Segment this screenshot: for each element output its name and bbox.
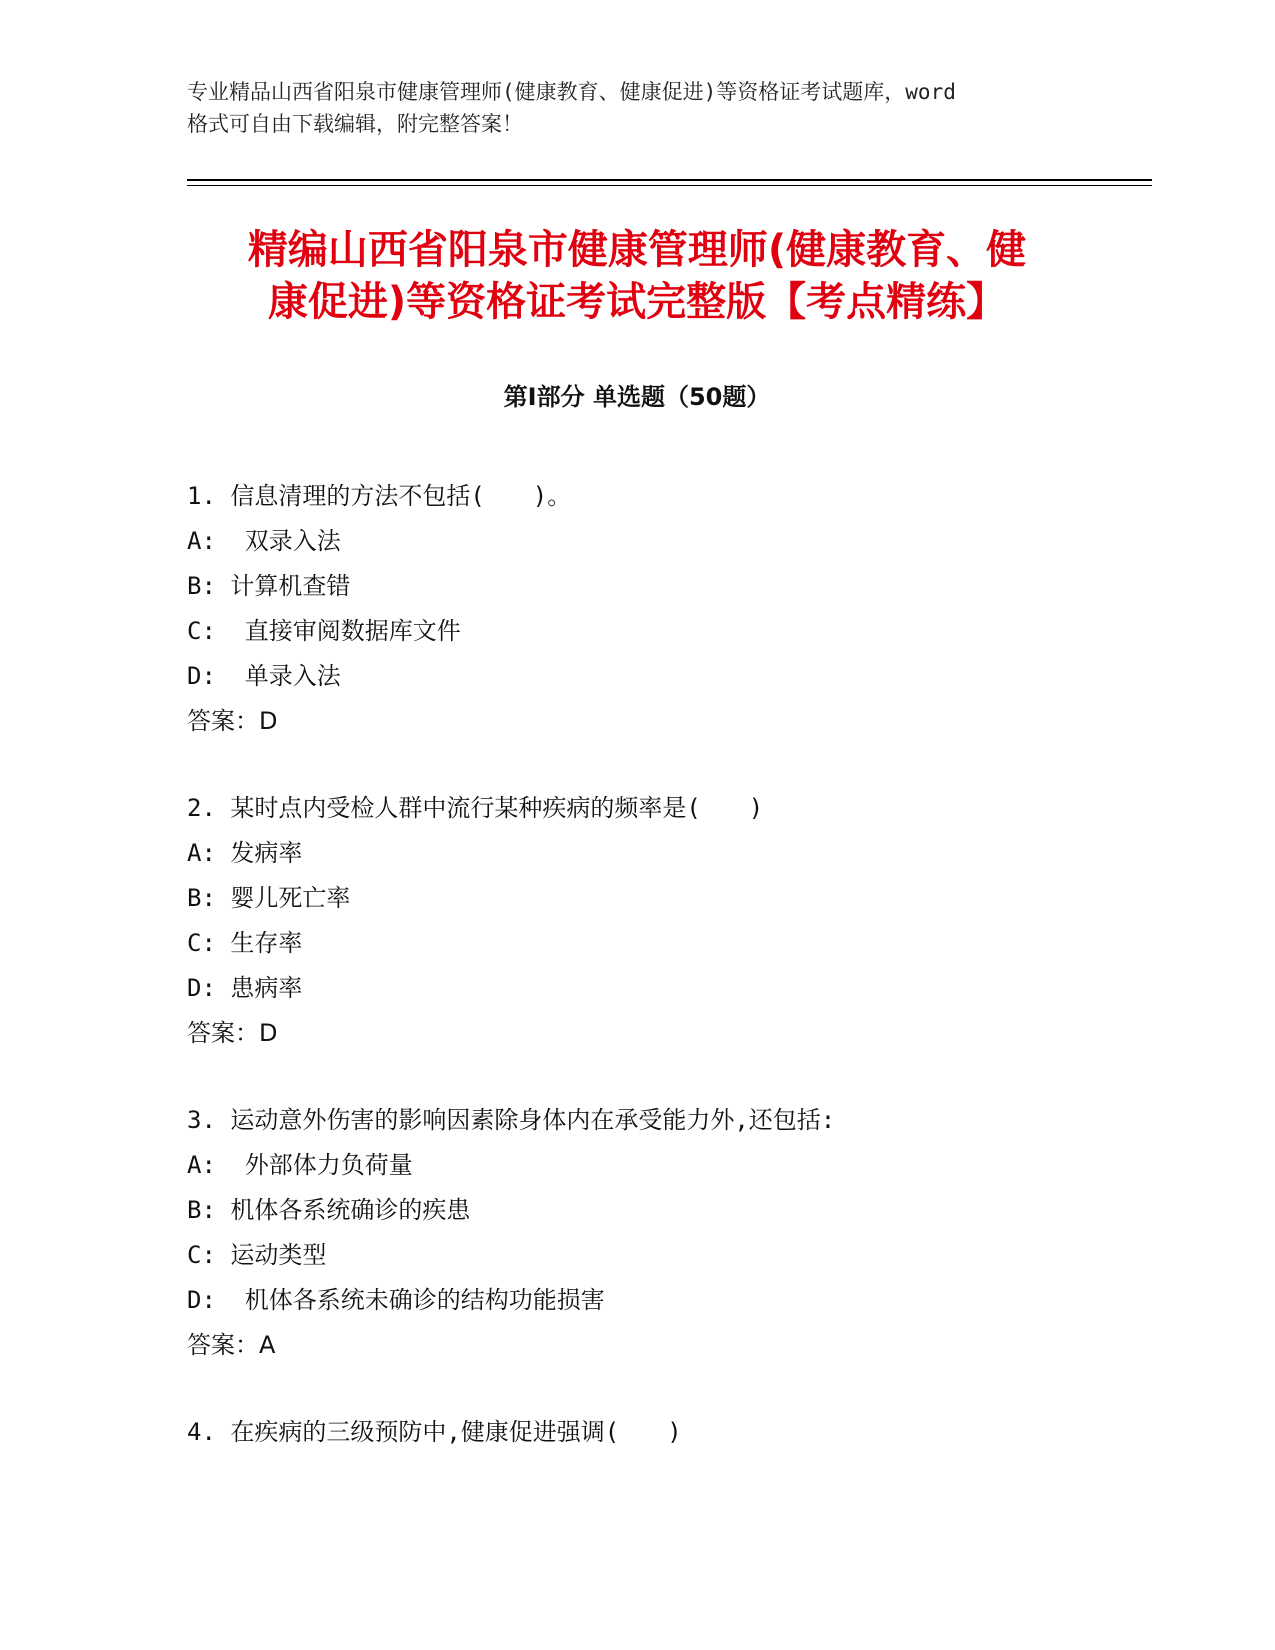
- option-letter: C:: [187, 929, 216, 957]
- option-text: 机体各系统未确诊的结构功能损害: [230, 1286, 605, 1314]
- option-d: [187, 1278, 1127, 1323]
- question-3: [187, 1098, 1127, 1368]
- option-letter: A:: [187, 1151, 216, 1179]
- option-a: [187, 831, 1127, 876]
- answer-label: 答案：: [187, 1019, 259, 1047]
- option-text: 患病率: [230, 974, 303, 1002]
- header-rule-thin: [187, 185, 1152, 186]
- option-text: 运动类型: [230, 1241, 327, 1269]
- question-number: 1.: [187, 482, 216, 510]
- question-text: 某时点内受检人群中流行某种疾病的频率是( ): [230, 794, 764, 822]
- option-c: [187, 609, 1127, 654]
- option-b: [187, 1188, 1127, 1233]
- option-text: 双录入法: [230, 527, 341, 555]
- option-text: 发病率: [230, 839, 303, 867]
- title-line-1: 精编山西省阳泉市健康管理师(健康教育、健: [247, 227, 1027, 273]
- option-b: [187, 564, 1127, 609]
- question-2: [187, 786, 1127, 1056]
- option-c: [187, 921, 1127, 966]
- answer: [187, 1011, 1127, 1056]
- question-text: 信息清理的方法不包括( )。: [230, 482, 572, 510]
- option-text: 机体各系统确诊的疾患: [230, 1196, 471, 1224]
- answer-label: 答案：: [187, 1331, 259, 1359]
- answer: [187, 699, 1127, 744]
- question-number: 3.: [187, 1106, 216, 1134]
- answer-value: D: [259, 707, 278, 735]
- option-text: 外部体力负荷量: [230, 1151, 413, 1179]
- option-text: 直接审阅数据库文件: [230, 617, 461, 645]
- question-stem: [187, 786, 1127, 831]
- answer-value: A: [259, 1331, 276, 1359]
- option-c: [187, 1233, 1127, 1278]
- header-rule-thick: [187, 179, 1152, 181]
- intro-line-2: 格式可自由下载编辑，附完整答案！: [187, 112, 523, 136]
- question-stem: [187, 1410, 1127, 1455]
- document-title: [187, 224, 1087, 328]
- option-d: [187, 654, 1127, 699]
- option-text: 婴儿死亡率: [230, 884, 351, 912]
- question-text: 运动意外伤害的影响因素除身体内在承受能力外,还包括:: [230, 1106, 836, 1134]
- question-number: 2.: [187, 794, 216, 822]
- option-a: [187, 1143, 1127, 1188]
- option-b: [187, 876, 1127, 921]
- option-letter: D:: [187, 1286, 216, 1314]
- option-text: 生存率: [230, 929, 303, 957]
- option-letter: D:: [187, 974, 216, 1002]
- option-letter: A:: [187, 839, 216, 867]
- option-letter: B:: [187, 884, 216, 912]
- question-4: [187, 1410, 1127, 1455]
- option-letter: C:: [187, 617, 216, 645]
- intro-line-1: 专业精品山西省阳泉市健康管理师(健康教育、健康促进)等资格证考试题库，word: [187, 80, 956, 104]
- title-line-2: 康促进)等资格证考试完整版【考点精练】: [267, 279, 1007, 325]
- option-letter: C:: [187, 1241, 216, 1269]
- option-a: [187, 519, 1127, 564]
- section-heading: 第Ⅰ部分 单选题（50题）: [503, 383, 771, 411]
- option-letter: D:: [187, 662, 216, 690]
- option-d: [187, 966, 1127, 1011]
- option-text: 单录入法: [230, 662, 341, 690]
- answer-label: 答案：: [187, 707, 259, 735]
- question-text: 在疾病的三级预防中,健康促进强调( ): [230, 1418, 682, 1446]
- answer: [187, 1323, 1127, 1368]
- question-number: 4.: [187, 1418, 216, 1446]
- option-letter: B:: [187, 1196, 216, 1224]
- question-1: [187, 474, 1127, 744]
- question-list: [187, 474, 1127, 1497]
- question-stem: [187, 1098, 1127, 1143]
- option-letter: B:: [187, 572, 216, 600]
- option-letter: A:: [187, 527, 216, 555]
- option-text: 计算机查错: [230, 572, 351, 600]
- answer-value: D: [259, 1019, 278, 1047]
- intro-text: [187, 76, 1087, 140]
- question-stem: [187, 474, 1127, 519]
